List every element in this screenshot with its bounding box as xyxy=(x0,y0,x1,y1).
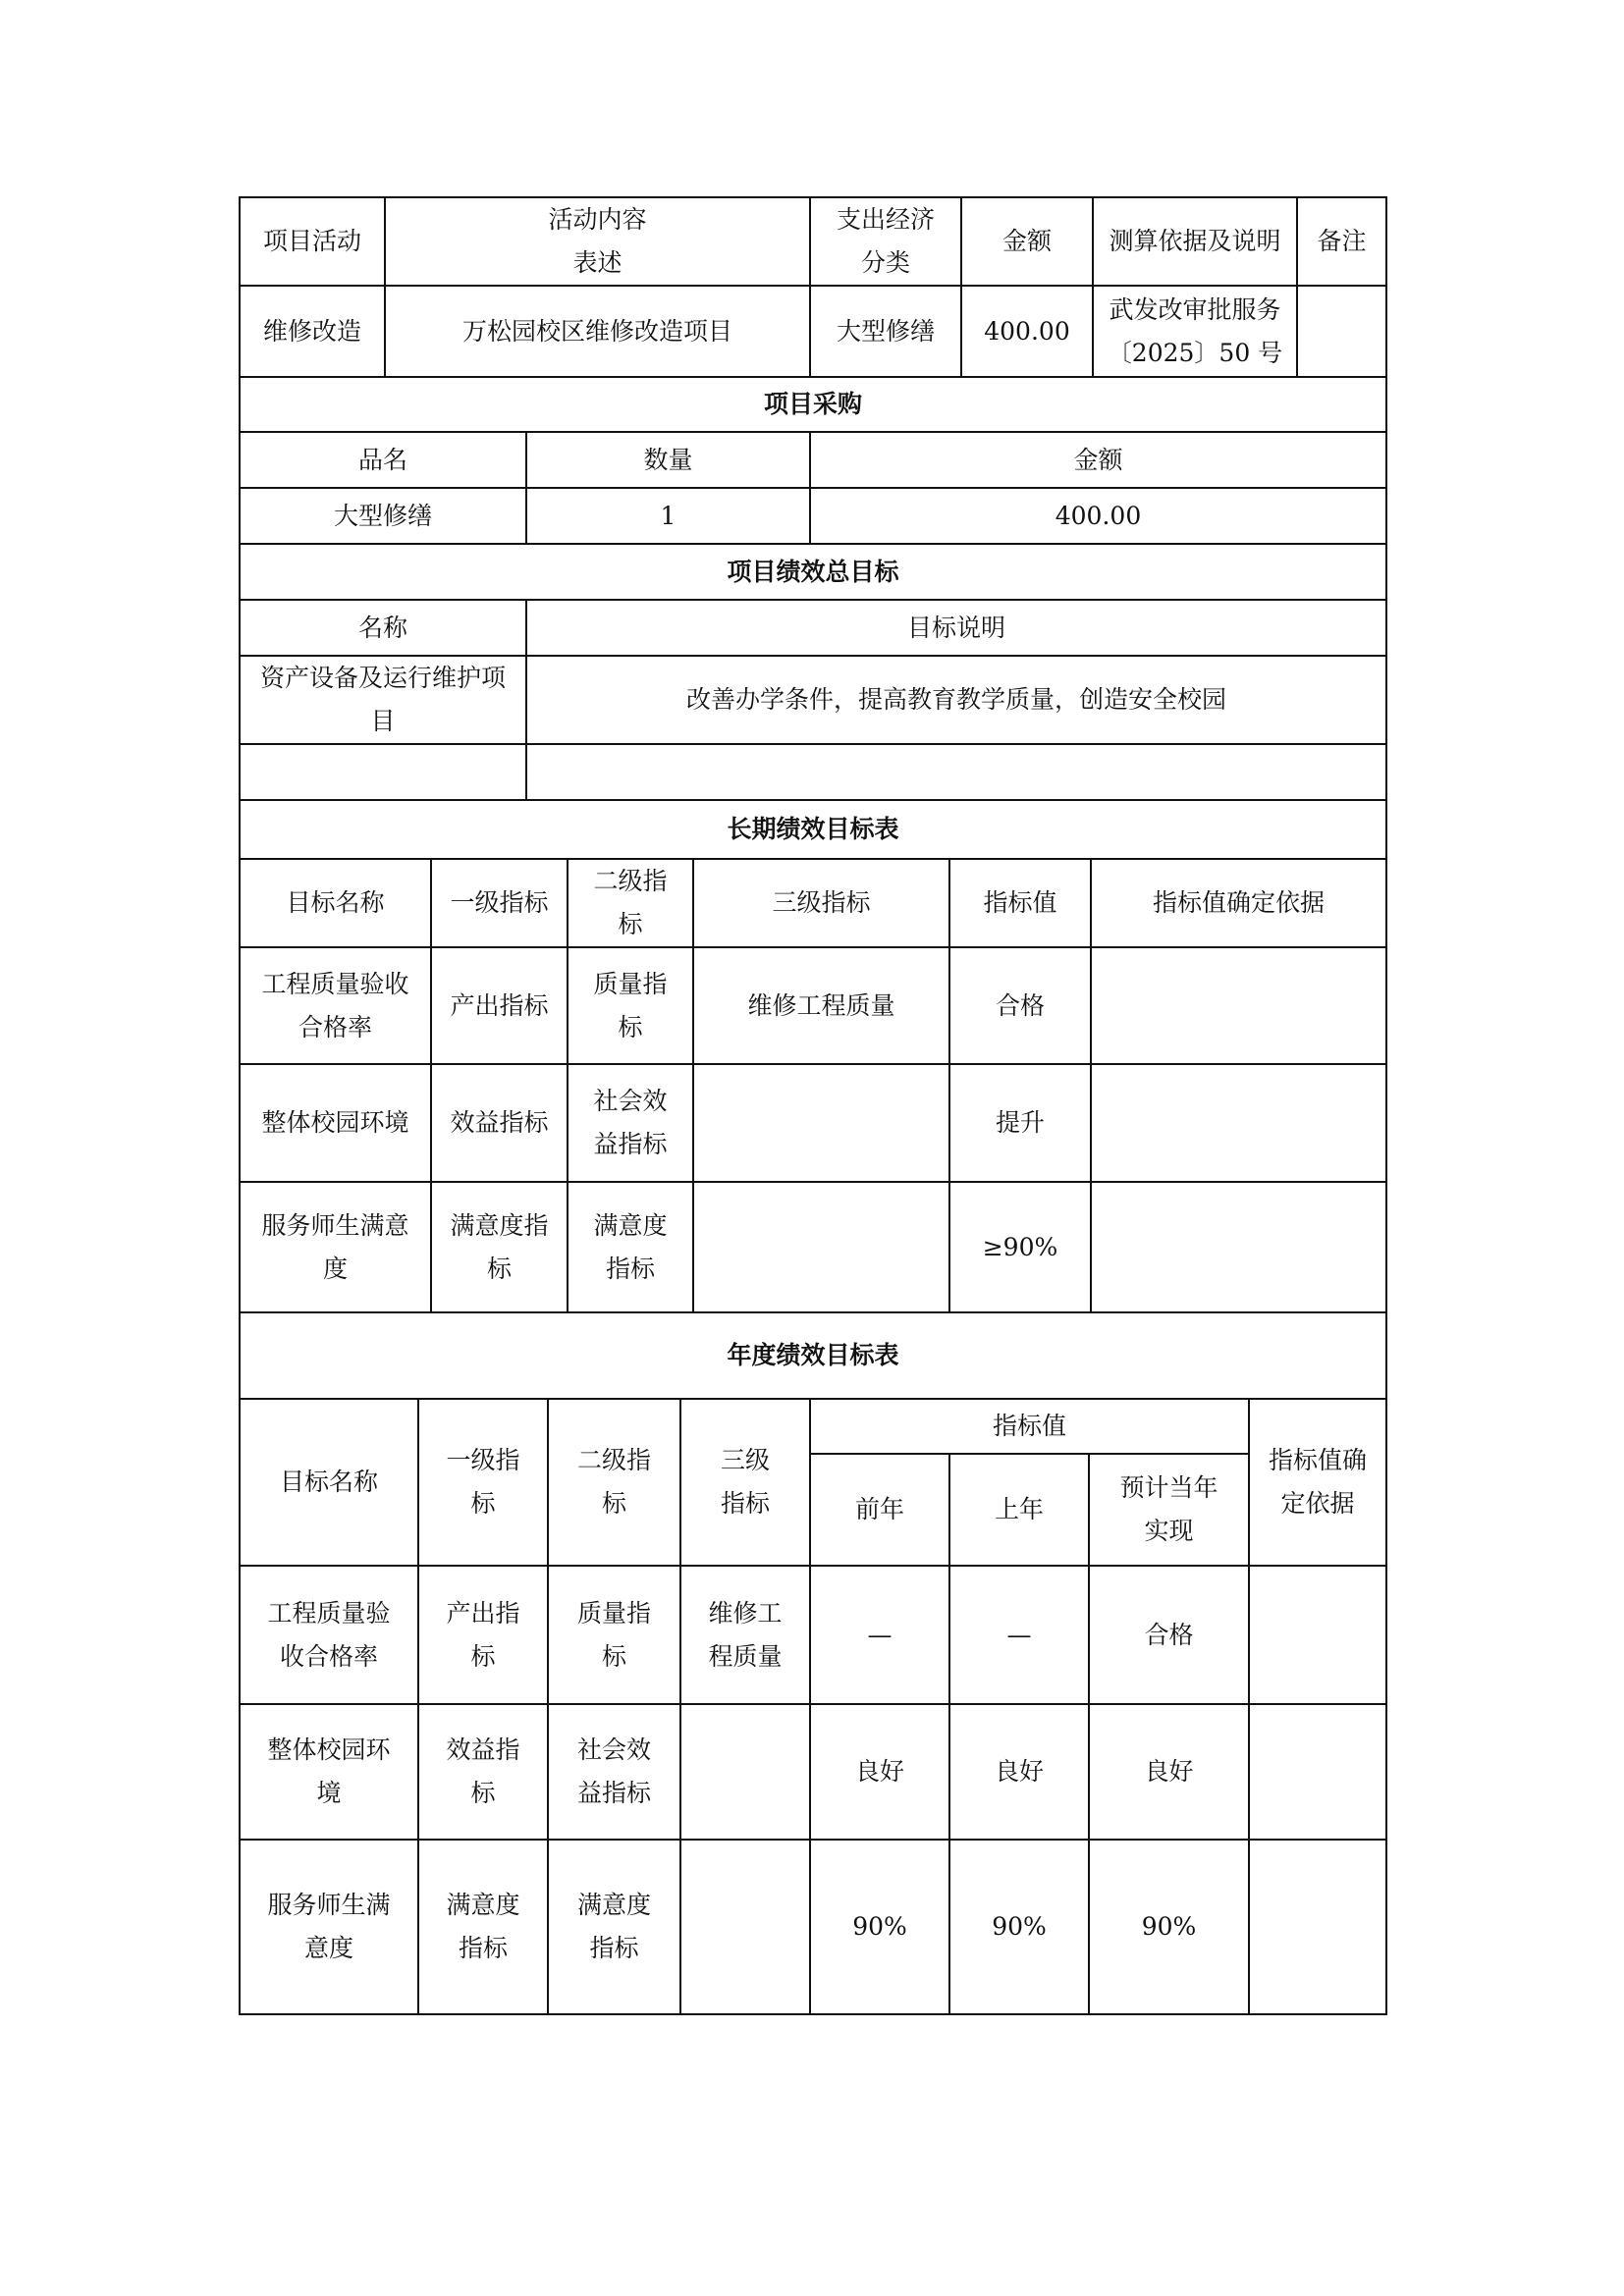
an-row xyxy=(240,1840,1386,2014)
an-level2-cell xyxy=(548,1566,680,1704)
basis-line: 〔2025〕50 号 xyxy=(1107,338,1283,367)
procurement-row xyxy=(240,488,1386,544)
an-level3-cell xyxy=(680,1566,810,1704)
lt-level1-line: 标 xyxy=(486,1254,512,1283)
quantity-cell: 1 xyxy=(526,488,810,544)
an-level1-cell xyxy=(418,1840,548,2014)
an-prev2-cell: 良好 xyxy=(810,1704,949,1840)
an-header-prev1: 上年 xyxy=(949,1454,1089,1566)
annual-title: 年度绩效目标表 xyxy=(240,1312,1386,1399)
header-content-line: 表述 xyxy=(572,248,623,277)
an-header-value-group: 指标值 xyxy=(810,1399,1249,1454)
an-level1-line: 效益指 xyxy=(446,1735,520,1764)
an-header-level1-line: 标 xyxy=(470,1489,496,1518)
lt-goal-cell xyxy=(240,947,431,1064)
header-category-line: 支出经济 xyxy=(836,205,935,234)
activity-row xyxy=(240,286,1386,377)
an-prev1-cell: 良好 xyxy=(949,1704,1089,1840)
activity-cell: 维修改造 xyxy=(240,286,385,377)
lt-level2-line: 标 xyxy=(618,1012,643,1041)
lt-basis-cell xyxy=(1091,1182,1386,1312)
lt-goal-line: 工程质量验收 xyxy=(261,969,409,998)
lt-header-value: 指标值 xyxy=(949,859,1091,947)
an-level3-line: 维修工 xyxy=(708,1598,783,1628)
lt-level2-line: 满意度 xyxy=(593,1210,668,1240)
an-goal-line: 工程质量验 xyxy=(267,1598,391,1628)
an-header-level2-line: 二级指 xyxy=(576,1446,651,1474)
an-level2-line: 指标 xyxy=(589,1934,639,1962)
procurement-header-row xyxy=(240,432,1386,488)
lt-level2-cell xyxy=(568,947,693,1064)
an-level2-cell xyxy=(548,1704,680,1840)
lt-header-level2-line: 标 xyxy=(618,910,643,938)
an-level1-line: 满意度 xyxy=(446,1891,520,1919)
an-level1-line: 标 xyxy=(470,1779,496,1807)
an-current-cell: 合格 xyxy=(1089,1566,1249,1704)
an-current-cell: 良好 xyxy=(1089,1704,1249,1840)
lt-goal-line: 服务师生满意 xyxy=(261,1210,409,1240)
lt-goal-cell xyxy=(240,1182,431,1312)
basis-line: 武发改审批服务 xyxy=(1109,294,1281,324)
annual-table xyxy=(239,1311,1387,2015)
overall-goal-row xyxy=(240,656,1386,744)
lt-level2-line: 指标 xyxy=(605,1254,655,1283)
remark-cell xyxy=(1297,286,1386,377)
an-header-level2 xyxy=(548,1399,680,1566)
procurement-title: 项目采购 xyxy=(240,377,1386,432)
an-header-goal: 目标名称 xyxy=(240,1399,418,1566)
an-header-current-line: 实现 xyxy=(1144,1517,1194,1545)
long-term-header-row xyxy=(240,859,1386,947)
overall-goal-title-row xyxy=(240,544,1386,600)
procurement-table xyxy=(239,376,1387,545)
an-level2-cell xyxy=(548,1840,680,2014)
header-activity: 项目活动 xyxy=(240,197,385,286)
an-header-current-line: 预计当年 xyxy=(1119,1473,1218,1502)
an-goal-cell xyxy=(240,1840,418,2014)
header-amount: 金额 xyxy=(961,197,1093,286)
an-header-level3-line: 指标 xyxy=(720,1489,770,1518)
overall-goal-row-empty xyxy=(240,744,1386,800)
an-goal-line: 意度 xyxy=(303,1934,353,1962)
header-procurement-amount: 金额 xyxy=(810,432,1386,488)
overall-goal-header-row xyxy=(240,600,1386,656)
an-header-level3-line: 三级 xyxy=(720,1446,770,1474)
goal-name-line: 资产设备及运行维护项 xyxy=(259,664,506,692)
lt-level2-line: 社会效 xyxy=(593,1087,668,1115)
lt-goal-line: 度 xyxy=(322,1254,348,1283)
activity-header-row xyxy=(240,197,1386,286)
lt-header-goal: 目标名称 xyxy=(240,859,431,947)
lt-level2-line: 质量指 xyxy=(593,969,668,998)
lt-level2-cell xyxy=(568,1064,693,1182)
lt-row xyxy=(240,1182,1386,1312)
lt-level1-cell: 产出指标 xyxy=(431,947,568,1064)
lt-level3-cell xyxy=(693,1064,949,1182)
an-prev2-cell: — xyxy=(810,1566,949,1704)
an-prev1-cell: — xyxy=(949,1566,1089,1704)
header-remark: 备注 xyxy=(1297,197,1386,286)
header-content-line: 活动内容 xyxy=(548,205,647,234)
lt-level1-cell xyxy=(431,1182,568,1312)
an-current-cell: 90% xyxy=(1089,1840,1249,2014)
an-level1-line: 指标 xyxy=(458,1934,508,1962)
budget-sheet xyxy=(239,196,1385,2015)
content-cell: 万松园校区维修改造项目 xyxy=(385,286,810,377)
long-term-table xyxy=(239,799,1387,1313)
header-category-line: 分类 xyxy=(860,248,910,277)
overall-goal-table xyxy=(239,543,1387,801)
an-header-prev2: 前年 xyxy=(810,1454,949,1566)
an-header-current xyxy=(1089,1454,1249,1566)
annual-title-row xyxy=(240,1312,1386,1399)
an-header-basis xyxy=(1249,1399,1386,1566)
an-level2-line: 满意度 xyxy=(576,1891,651,1919)
activity-table xyxy=(239,196,1387,378)
an-level3-cell xyxy=(680,1704,810,1840)
an-level1-line: 标 xyxy=(470,1641,496,1671)
header-item-name: 品名 xyxy=(240,432,526,488)
long-term-title-row xyxy=(240,800,1386,859)
category-cell: 大型修缮 xyxy=(810,286,961,377)
an-prev2-cell: 90% xyxy=(810,1840,949,2014)
an-header-level3 xyxy=(680,1399,810,1566)
an-level1-cell xyxy=(418,1704,548,1840)
lt-header-level1: 一级指标 xyxy=(431,859,568,947)
an-level3-cell xyxy=(680,1840,810,2014)
lt-level1-cell: 效益指标 xyxy=(431,1064,568,1182)
header-quantity: 数量 xyxy=(526,432,810,488)
lt-header-level2 xyxy=(568,859,693,947)
goal-name-line: 目 xyxy=(370,707,396,735)
lt-row xyxy=(240,1064,1386,1182)
an-header-level2-line: 标 xyxy=(601,1489,626,1518)
header-goal-description: 目标说明 xyxy=(526,600,1386,656)
procurement-title-row xyxy=(240,377,1386,432)
procurement-amount-cell: 400.00 xyxy=(810,488,1386,544)
lt-level3-cell xyxy=(693,1182,949,1312)
an-prev1-cell: 90% xyxy=(949,1840,1089,2014)
an-goal-line: 境 xyxy=(316,1779,342,1807)
lt-level2-cell xyxy=(568,1182,693,1312)
an-goal-line: 收合格率 xyxy=(279,1641,378,1671)
an-level3-line: 程质量 xyxy=(708,1641,783,1671)
header-basis: 测算依据及说明 xyxy=(1093,197,1297,286)
header-content xyxy=(385,197,810,286)
goal-description-cell xyxy=(526,744,1386,800)
item-name-cell: 大型修缮 xyxy=(240,488,526,544)
lt-basis-cell xyxy=(1091,947,1386,1064)
an-header-basis-line: 定依据 xyxy=(1280,1489,1355,1518)
an-basis-cell xyxy=(1249,1840,1386,2014)
lt-level1-line: 满意度指 xyxy=(450,1210,549,1240)
an-row xyxy=(240,1566,1386,1704)
lt-header-basis: 指标值确定依据 xyxy=(1091,859,1386,947)
header-category xyxy=(810,197,961,286)
lt-row xyxy=(240,947,1386,1064)
an-row xyxy=(240,1704,1386,1840)
an-header-level1-line: 一级指 xyxy=(446,1446,520,1474)
lt-basis-cell xyxy=(1091,1064,1386,1182)
an-goal-line: 服务师生满 xyxy=(267,1891,391,1919)
goal-description-cell: 改善办学条件，提高教育教学质量，创造安全校园 xyxy=(526,656,1386,744)
an-goal-cell xyxy=(240,1566,418,1704)
an-basis-cell xyxy=(1249,1566,1386,1704)
an-header-basis-line: 指标值确 xyxy=(1269,1446,1368,1474)
lt-value-cell: ≥90% xyxy=(949,1182,1091,1312)
an-level2-line: 社会效 xyxy=(576,1735,651,1764)
an-goal-cell xyxy=(240,1704,418,1840)
goal-name-cell xyxy=(240,656,526,744)
an-level1-line: 产出指 xyxy=(446,1598,520,1628)
an-level2-line: 质量指 xyxy=(576,1598,651,1628)
amount-cell: 400.00 xyxy=(961,286,1093,377)
an-level1-cell xyxy=(418,1566,548,1704)
lt-value-cell: 提升 xyxy=(949,1064,1091,1182)
an-goal-line: 整体校园环 xyxy=(267,1735,391,1764)
an-basis-cell xyxy=(1249,1704,1386,1840)
goal-name-cell xyxy=(240,744,526,800)
header-goal-name: 名称 xyxy=(240,600,526,656)
lt-level3-cell: 维修工程质量 xyxy=(693,947,949,1064)
lt-level2-line: 益指标 xyxy=(593,1130,668,1158)
an-level2-line: 标 xyxy=(601,1641,626,1671)
overall-goal-title: 项目绩效总目标 xyxy=(240,544,1386,600)
lt-value-cell: 合格 xyxy=(949,947,1091,1064)
an-header-level1 xyxy=(418,1399,548,1566)
long-term-title: 长期绩效目标表 xyxy=(240,800,1386,859)
annual-header-row xyxy=(240,1399,1386,1454)
an-level2-line: 益指标 xyxy=(576,1779,651,1807)
lt-header-level2-line: 二级指 xyxy=(593,867,668,895)
lt-header-level3: 三级指标 xyxy=(693,859,949,947)
basis-cell xyxy=(1093,286,1297,377)
lt-goal-line: 合格率 xyxy=(298,1012,372,1041)
lt-goal-cell: 整体校园环境 xyxy=(240,1064,431,1182)
